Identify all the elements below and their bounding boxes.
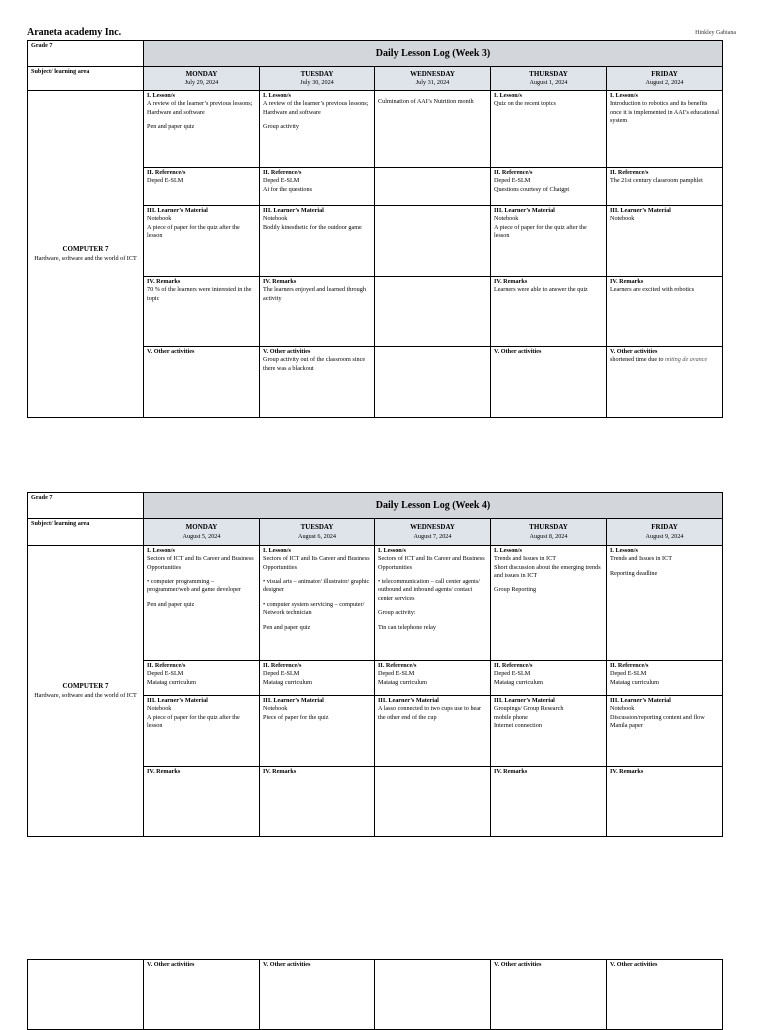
material-label: III. Learner’s Material bbox=[610, 697, 671, 704]
day-name: FRIDAY bbox=[651, 69, 678, 78]
week4-fri-lesson bbox=[607, 546, 723, 661]
subject-cell bbox=[28, 91, 144, 418]
day-name: TUESDAY bbox=[300, 69, 334, 78]
week3-thu-remarks bbox=[491, 277, 607, 347]
lesson-text: Group Reporting bbox=[494, 586, 537, 594]
lesson-text: Group activity: bbox=[378, 609, 416, 617]
reference-text: The 21st century classroom pamphlet bbox=[610, 177, 703, 185]
lesson-text: Trends and Issues in ICT bbox=[610, 555, 672, 563]
day-date: July 31, 2024 bbox=[415, 79, 450, 87]
lesson-text: Tin can telephone relay bbox=[378, 623, 437, 631]
reference-text: Ai for the questions bbox=[263, 185, 312, 193]
week3-fri-material bbox=[607, 206, 723, 277]
subject-label: Subject/ learning area bbox=[31, 520, 90, 527]
lesson-text: Quiz on the recent topics bbox=[494, 100, 556, 108]
week4-day-thursday bbox=[491, 519, 607, 546]
lesson-label: I. Lesson/s bbox=[263, 92, 291, 99]
week4-thu-remarks bbox=[491, 767, 607, 837]
week3-mon-material bbox=[144, 206, 260, 277]
day-name: WEDNESDAY bbox=[410, 523, 455, 532]
week4-day-tuesday bbox=[260, 519, 375, 546]
reference-text: Matatag curriculum bbox=[147, 678, 196, 686]
reference-label: II. Reference/s bbox=[494, 169, 533, 176]
week3-mon-remarks bbox=[144, 277, 260, 347]
material-label: III. Learner’s Material bbox=[494, 697, 555, 704]
reference-text: Matatag curriculum bbox=[494, 678, 543, 686]
other-text: Group activity out of the classroom since there was a blackout bbox=[263, 356, 366, 372]
material-text: A piece of paper for the quiz after the lesson bbox=[147, 713, 240, 730]
material-text: Internet connection bbox=[494, 722, 542, 730]
week3-thu-reference bbox=[491, 168, 607, 206]
week4-wed-material bbox=[375, 696, 491, 767]
lesson-text: Reporting deadline bbox=[610, 569, 658, 577]
day-name: MONDAY bbox=[185, 523, 218, 532]
reference-text: Deped E-SLM bbox=[147, 670, 184, 678]
week3-thu-material bbox=[491, 206, 607, 277]
week4-fri-material bbox=[607, 696, 723, 767]
week4-day-friday bbox=[607, 519, 723, 546]
week3-wed-remarks bbox=[375, 277, 491, 347]
lesson-text: • computer programming – programmer/web and game developer bbox=[147, 578, 241, 594]
reference-text: Questions courtesy of Chatgpt bbox=[494, 185, 570, 193]
week4-wed-remarks bbox=[375, 767, 491, 837]
other-label: V. Other activities bbox=[494, 348, 542, 355]
subject-cell bbox=[28, 546, 144, 837]
day-date: July 30, 2024 bbox=[300, 79, 334, 87]
week4-day-monday bbox=[144, 519, 260, 546]
school-name: Araneta academy Inc. bbox=[27, 27, 122, 38]
reference-label: II. Reference/s bbox=[610, 169, 649, 176]
remarks-label: IV. Remarks bbox=[147, 278, 181, 285]
week3-wed-reference bbox=[375, 168, 491, 206]
lesson-text: Pen and paper quiz bbox=[263, 623, 311, 631]
lesson-label: I. Lesson/s bbox=[263, 547, 291, 554]
week3-wed-other bbox=[375, 347, 491, 418]
day-date: August 8, 2024 bbox=[529, 532, 568, 540]
subject-title: COMPUTER 7 bbox=[62, 245, 109, 254]
remarks-text: The learners enjoyed and learned through activity bbox=[263, 286, 366, 302]
lesson-text: Group activity bbox=[263, 123, 299, 131]
other-label: V. Other activities bbox=[263, 348, 311, 355]
reference-label: II. Reference/s bbox=[263, 662, 302, 669]
week3-title: Daily Lesson Log (Week 3) bbox=[144, 41, 723, 67]
week4-wed-other bbox=[375, 960, 491, 1030]
grade-cell bbox=[28, 41, 144, 67]
reference-text: Matatag curriculum bbox=[610, 678, 659, 686]
material-label: III. Learner’s Material bbox=[263, 697, 324, 704]
continuation-subject-cell bbox=[28, 960, 144, 1030]
day-date: August 2, 2024 bbox=[645, 79, 684, 87]
remarks-label: IV. Remarks bbox=[610, 278, 644, 285]
reference-text: Deped E-SLM bbox=[378, 670, 415, 678]
reference-text: Deped E-SLM bbox=[610, 670, 647, 678]
lesson-label: I. Lesson/s bbox=[494, 547, 522, 554]
day-date: August 5, 2024 bbox=[182, 532, 221, 540]
week4-tue-remarks bbox=[260, 767, 375, 837]
lesson-text: Introduction to robotics and its benefits once it is implemented in AAI’s educational system bbox=[610, 100, 719, 125]
material-text: A piece of paper for the quiz after the lesson bbox=[494, 223, 587, 240]
week3-day-tuesday bbox=[260, 67, 375, 91]
remarks-label: IV. Remarks bbox=[610, 768, 644, 775]
week3-fri-remarks bbox=[607, 277, 723, 347]
other-label: V. Other activities bbox=[610, 348, 658, 355]
reference-text: Deped E-SLM bbox=[147, 177, 184, 185]
material-text: Notebook bbox=[610, 705, 635, 713]
lesson-label: I. Lesson/s bbox=[610, 547, 638, 554]
lesson-text: Sectors of ICT and Its Career and Business Opportunities bbox=[147, 555, 254, 571]
week3-day-monday bbox=[144, 67, 260, 91]
week3-thu-lesson bbox=[491, 91, 607, 168]
week4-fri-other bbox=[607, 960, 723, 1030]
material-text: Piece of paper for the quiz bbox=[263, 713, 329, 721]
week3-mon-reference bbox=[144, 168, 260, 206]
remarks-label: IV. Remarks bbox=[147, 768, 181, 775]
grade-label: Grade 7 bbox=[31, 494, 53, 501]
week3-tue-material bbox=[260, 206, 375, 277]
subject-label-cell bbox=[28, 67, 144, 91]
material-label: III. Learner’s Material bbox=[494, 207, 555, 214]
remarks-label: IV. Remarks bbox=[263, 768, 297, 775]
material-label: III. Learner’s Material bbox=[147, 207, 208, 214]
week4-thu-other bbox=[491, 960, 607, 1030]
material-text: Bodily kinesthetic for the outdoor game bbox=[263, 223, 362, 231]
week3-tue-remarks bbox=[260, 277, 375, 347]
day-name: TUESDAY bbox=[300, 523, 334, 532]
week4-tue-material bbox=[260, 696, 375, 767]
lesson-text: A review of the learner’s previous lessons; Hardware and software bbox=[147, 100, 253, 116]
other-text bbox=[610, 356, 719, 364]
other-label: V. Other activities bbox=[147, 961, 195, 968]
week3-day-friday bbox=[607, 67, 723, 91]
week3-fri-lesson bbox=[607, 91, 723, 168]
week4-mon-other bbox=[144, 960, 260, 1030]
week4-thu-material bbox=[491, 696, 607, 767]
lesson-text: • visual arts – animator/ illustrator/ graphic designer bbox=[263, 578, 370, 594]
material-text: Discussion/reporting content and flow bbox=[610, 713, 705, 721]
lesson-label: I. Lesson/s bbox=[378, 547, 406, 554]
other-text-italic: miting de avance bbox=[665, 356, 708, 364]
week3-fri-reference bbox=[607, 168, 723, 206]
week4-wed-lesson bbox=[375, 546, 491, 661]
remarks-label: IV. Remarks bbox=[494, 768, 528, 775]
other-label: V. Other activities bbox=[610, 961, 658, 968]
lesson-text: Culmination of AAI’s Nutrition month bbox=[378, 98, 474, 105]
reference-text: Deped E-SLM bbox=[494, 177, 531, 185]
week3-day-thursday bbox=[491, 67, 607, 91]
material-label: III. Learner’s Material bbox=[263, 207, 324, 214]
reference-label: II. Reference/s bbox=[147, 169, 186, 176]
material-label: III. Learner’s Material bbox=[378, 697, 439, 704]
reference-label: II. Reference/s bbox=[378, 662, 417, 669]
material-text: Groupings/ Group Research bbox=[494, 705, 564, 713]
material-label: III. Learner’s Material bbox=[147, 697, 208, 704]
material-label: III. Learner’s Material bbox=[610, 207, 671, 214]
day-date: August 6, 2024 bbox=[298, 532, 336, 540]
week4-tue-other bbox=[260, 960, 375, 1030]
week3-wed-material bbox=[375, 206, 491, 277]
week3-day-wednesday bbox=[375, 67, 491, 91]
material-text: A lasso connected to two cups use to hear the other end of the cup bbox=[378, 705, 482, 721]
week3-mon-lesson bbox=[144, 91, 260, 168]
grade-cell bbox=[28, 493, 144, 519]
material-text: Notebook bbox=[263, 705, 288, 713]
reference-text: Matatag curriculum bbox=[263, 678, 312, 686]
lesson-label: I. Lesson/s bbox=[494, 92, 522, 99]
remarks-label: IV. Remarks bbox=[494, 278, 528, 285]
material-text: Notebook bbox=[147, 215, 172, 223]
day-name: FRIDAY bbox=[651, 523, 678, 532]
subject-description: Hardware, software and the world of ICT bbox=[34, 691, 137, 699]
day-date: July 29, 2024 bbox=[184, 79, 219, 87]
grade-label: Grade 7 bbox=[31, 42, 53, 49]
week4-thu-reference bbox=[491, 661, 607, 696]
material-text: mobile phone bbox=[494, 713, 528, 721]
week4-wed-reference bbox=[375, 661, 491, 696]
lesson-text: • telecommunication – call center agents/ outbound and inbound agents/ contact center services bbox=[378, 578, 480, 602]
week3-thu-other bbox=[491, 347, 607, 418]
subject-description: Hardware, software and the world of ICT bbox=[34, 254, 137, 262]
other-label: V. Other activities bbox=[147, 348, 195, 355]
lesson-text: Short discussion about the emerging trends and issues in ICT bbox=[494, 563, 601, 580]
lesson-text: Sectors of ICT and Its Career and Business Opportunities bbox=[378, 555, 485, 571]
remarks-text: Learners are excited with robotics bbox=[610, 286, 695, 294]
lesson-text: • computer system servicing – computer/ Network technician bbox=[263, 600, 365, 617]
lesson-label: I. Lesson/s bbox=[610, 92, 638, 99]
lesson-label: I. Lesson/s bbox=[147, 92, 175, 99]
week3-tue-other bbox=[260, 347, 375, 418]
author-name: Hinkley Gabiana bbox=[695, 30, 736, 36]
week4-tue-reference bbox=[260, 661, 375, 696]
week4-mon-lesson bbox=[144, 546, 260, 661]
lesson-label: I. Lesson/s bbox=[147, 547, 175, 554]
week4-mon-material bbox=[144, 696, 260, 767]
reference-text: Deped E-SLM bbox=[494, 670, 531, 678]
subject-title: COMPUTER 7 bbox=[62, 682, 109, 691]
remarks-label: IV. Remarks bbox=[263, 278, 297, 285]
other-text-plain: shortened time due to bbox=[610, 356, 665, 364]
day-name: WEDNESDAY bbox=[410, 69, 455, 78]
week4-tue-lesson bbox=[260, 546, 375, 661]
material-text: Notebook bbox=[263, 215, 288, 223]
reference-label: II. Reference/s bbox=[263, 169, 302, 176]
material-text: A piece of paper for the quiz after the lesson bbox=[147, 223, 240, 240]
week3-fri-other bbox=[607, 347, 723, 418]
week3-tue-lesson bbox=[260, 91, 375, 168]
reference-label: II. Reference/s bbox=[610, 662, 649, 669]
remarks-text: Learners were able to answer the quiz bbox=[494, 286, 588, 294]
week4-day-wednesday bbox=[375, 519, 491, 546]
lesson-text: Pen and paper quiz bbox=[147, 600, 195, 608]
week4-fri-remarks bbox=[607, 767, 723, 837]
week3-wed-lesson bbox=[375, 91, 491, 168]
week4-title: Daily Lesson Log (Week 4) bbox=[144, 493, 723, 519]
lesson-text: A review of the learner’s previous lessons; Hardware and software bbox=[263, 100, 369, 116]
lesson-text: Sectors of ICT and Its Career and Business Opportunities bbox=[263, 555, 370, 571]
reference-label: II. Reference/s bbox=[147, 662, 186, 669]
reference-text: Deped E-SLM bbox=[263, 177, 300, 185]
week4-mon-remarks bbox=[144, 767, 260, 837]
material-text: Notebook bbox=[610, 215, 635, 223]
week3-tue-reference bbox=[260, 168, 375, 206]
lesson-text: Pen and paper quiz bbox=[147, 123, 195, 131]
subject-label: Subject/ learning area bbox=[31, 68, 90, 75]
day-date: August 7, 2024 bbox=[413, 532, 452, 540]
day-name: THURSDAY bbox=[529, 69, 568, 78]
lesson-text: Trends and Issues in ICT bbox=[494, 555, 556, 563]
other-label: V. Other activities bbox=[263, 961, 311, 968]
material-text: Manila paper bbox=[610, 722, 643, 730]
week4-mon-reference bbox=[144, 661, 260, 696]
day-date: August 1, 2024 bbox=[529, 79, 568, 87]
material-text: Notebook bbox=[494, 215, 519, 223]
other-label: V. Other activities bbox=[494, 961, 542, 968]
subject-label-cell bbox=[28, 519, 144, 546]
reference-text: Deped E-SLM bbox=[263, 670, 300, 678]
week4-fri-reference bbox=[607, 661, 723, 696]
week4-thu-lesson bbox=[491, 546, 607, 661]
remarks-text: 70 % of the learners were interested in the topic bbox=[147, 286, 252, 302]
week3-lesson-log-table bbox=[27, 40, 723, 418]
day-name: MONDAY bbox=[185, 69, 218, 78]
week4-lesson-log-table bbox=[27, 492, 723, 837]
material-text: Notebook bbox=[147, 705, 172, 713]
week4-continuation-table bbox=[27, 959, 723, 1030]
day-date: August 9, 2024 bbox=[645, 532, 684, 540]
week3-mon-other bbox=[144, 347, 260, 418]
day-name: THURSDAY bbox=[529, 523, 568, 532]
reference-label: II. Reference/s bbox=[494, 662, 533, 669]
reference-text: Matatag curriculum bbox=[378, 678, 427, 686]
